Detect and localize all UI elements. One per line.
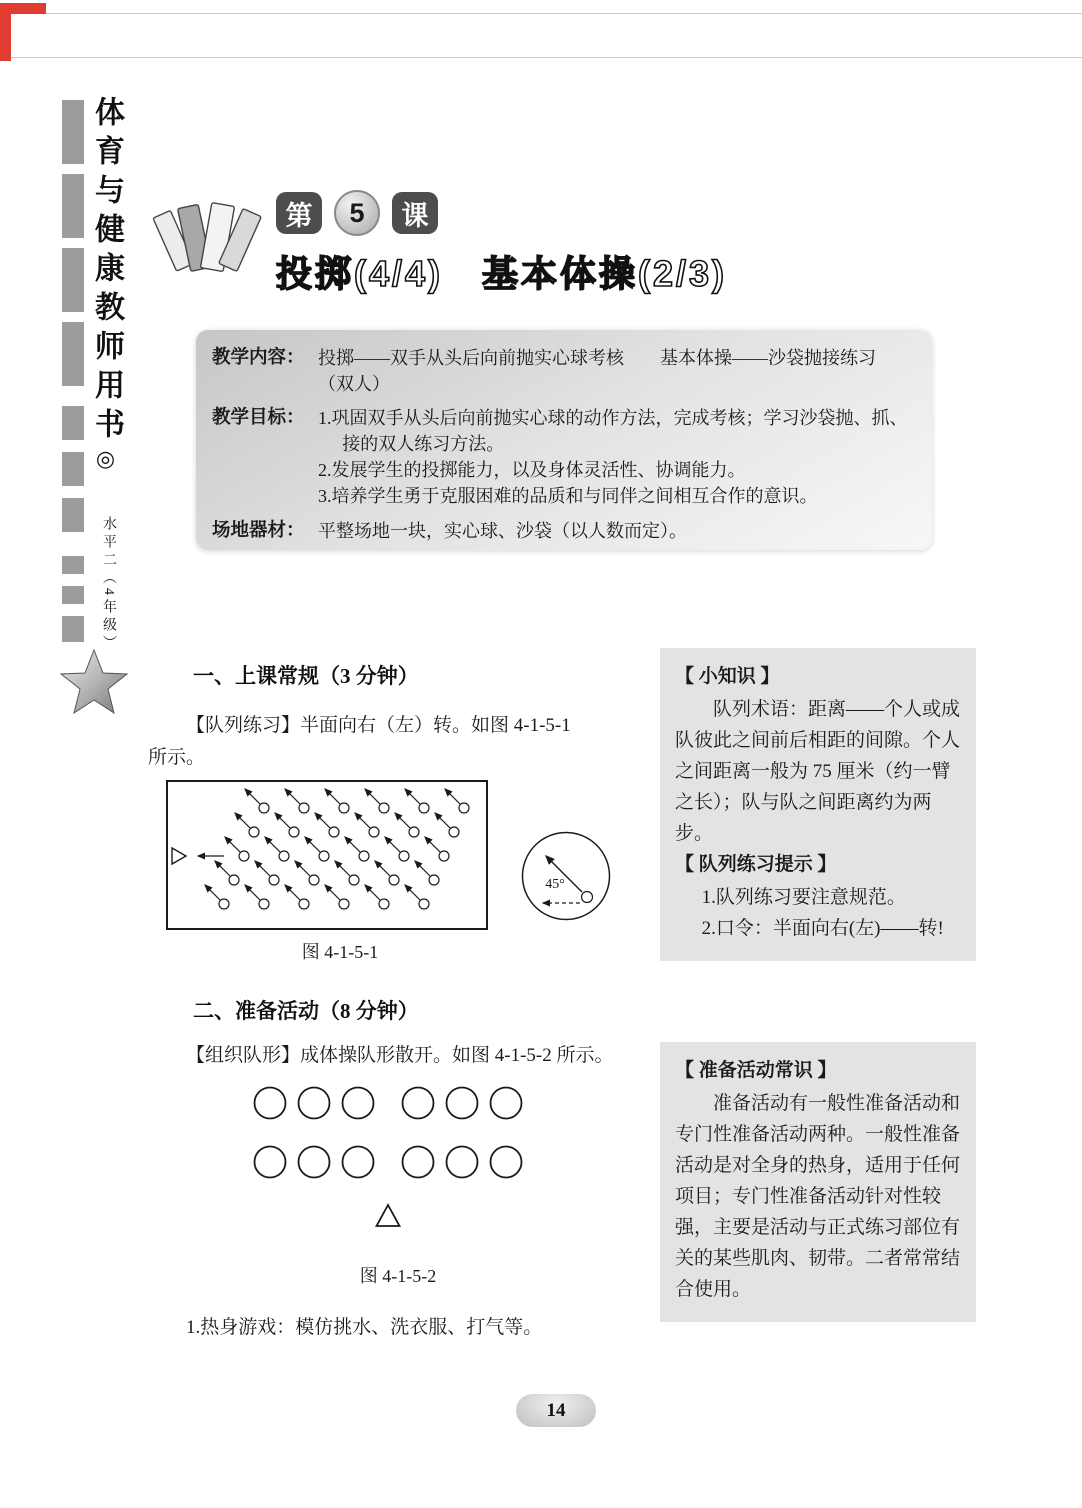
lesson-badge-number: 5: [334, 190, 380, 236]
sidebar-level-label: 水平二（4年级）: [101, 516, 116, 653]
section-2-heading: 二、准备活动（8 分钟）: [193, 999, 419, 1023]
deco-block: [62, 174, 84, 238]
goal-item: 3.培养学生勇于克服困难的品质和与同伴之间相互合作的意识。: [318, 486, 818, 507]
deco-block: [62, 616, 84, 642]
books-icon: [150, 186, 270, 286]
paragraph-line-1: 【队列练习】半面向右（左）转。如图 4-1-5-1: [186, 715, 571, 736]
equipment-text: 平整场地一块，实心球、沙袋（以人数而定）。: [318, 520, 687, 541]
content-line-2: （双人）: [318, 374, 390, 395]
section-1-heading: 一、上课常规（3 分钟）: [193, 664, 419, 688]
top-rule-line: [0, 13, 1082, 14]
content-text: [318, 345, 914, 397]
red-print-mark-vertical: [0, 3, 11, 61]
drill-tip-item: 2.口令：半面向右(左)——转!: [701, 917, 944, 939]
drill-tip-item: 1.队列练习要注意规范。: [701, 886, 906, 908]
sidebar-decorative-blocks: [62, 100, 84, 642]
section-1-paragraph: [148, 710, 653, 775]
equipment-label: 场地器材：: [212, 520, 305, 541]
deco-block: [62, 498, 84, 532]
deco-block: [62, 100, 84, 164]
deco-block: [62, 322, 84, 386]
book-title-text: 体育与健康教师用书: [90, 96, 123, 447]
overview-box: [196, 330, 932, 550]
deco-block: [62, 406, 84, 440]
lesson-badge-row: [276, 190, 438, 236]
lesson-badge-ke: 课: [392, 192, 438, 234]
circle-mark: ◎: [94, 447, 119, 481]
warmup-knowledge-sidebox: [660, 1042, 976, 1322]
knowledge-sidebox: [660, 648, 976, 961]
goals-list: [318, 405, 914, 509]
formation-diagram-svg: [168, 782, 486, 928]
sidebar-book-title: [84, 96, 128, 481]
leader-marker-icon: [172, 848, 186, 864]
section-2-paragraph: 【组织队形】成体操队形散开。如图 4-1-5-2 所示。: [186, 1045, 614, 1066]
deco-block: [62, 586, 84, 604]
top-rule-line-2: [0, 57, 1082, 58]
formation-diagram: [166, 780, 488, 930]
overview-goals-row: [212, 405, 914, 509]
deco-block: [62, 452, 84, 486]
teacher-triangle-icon: [377, 1205, 400, 1226]
lesson-title: 投掷(4/4) 基本体操(2/3): [276, 253, 728, 294]
content-label: 教学内容：: [212, 348, 305, 368]
deco-block: [62, 248, 84, 312]
content-line-1: 投掷——双手从头后向前抛实心球考核 基本体操——沙袋抛接练习: [318, 348, 876, 368]
person-dot-icon: [582, 892, 593, 903]
star-icon: [58, 646, 130, 718]
lesson-badge-di: 第: [276, 192, 322, 234]
warmup-knowledge-header: 【 准备活动常识 】: [675, 1060, 837, 1081]
deco-block: [62, 556, 84, 574]
knowledge-text: 队列术语：距离——个人或成队彼此之间前后相距的间隙。个人之间距离一般为 75 厘米（约一臂之长）；队与队之间距离约为两步。: [675, 698, 961, 844]
warmup-knowledge-text: 准备活动有一般性准备活动和专门性准备活动两种。一般性准备活动是对全身的热身，适用于任何项目；专门性准备活动针对性较强，主要是活动与正式练习部位有关的某些肌肉、韧带。二者常常结合使用。: [675, 1092, 961, 1300]
knowledge-header: 【 小知识 】: [675, 666, 780, 687]
overview-equipment-row: [212, 518, 914, 545]
page-number-badge: 14: [516, 1394, 596, 1427]
paragraph-line-2: 所示。: [148, 747, 206, 769]
drill-tips-header: 【 队列练习提示 】: [675, 853, 837, 875]
goals-label: 教学目标：: [212, 408, 305, 429]
overview-content-row: [212, 345, 914, 397]
figure-2-caption: 图 4-1-5-2: [359, 1266, 437, 1286]
angle-label: 45°: [545, 877, 565, 892]
goal-item: 1.巩固双手从头后向前抛实心球的动作方法，完成考核；学习沙袋抛、抓、接的双人练习方法。: [318, 408, 908, 455]
turn-angle-diagram: [518, 828, 614, 924]
exercise-formation-diagram: [250, 1085, 546, 1245]
figure-1-caption: 图 4-1-5-1: [301, 942, 379, 962]
goal-item: 2.发展学生的投掷能力，以及身体灵活性、协调能力。: [318, 460, 746, 481]
warmup-note: 1.热身游戏：模仿挑水、洗衣服、打气等。: [186, 1317, 543, 1338]
